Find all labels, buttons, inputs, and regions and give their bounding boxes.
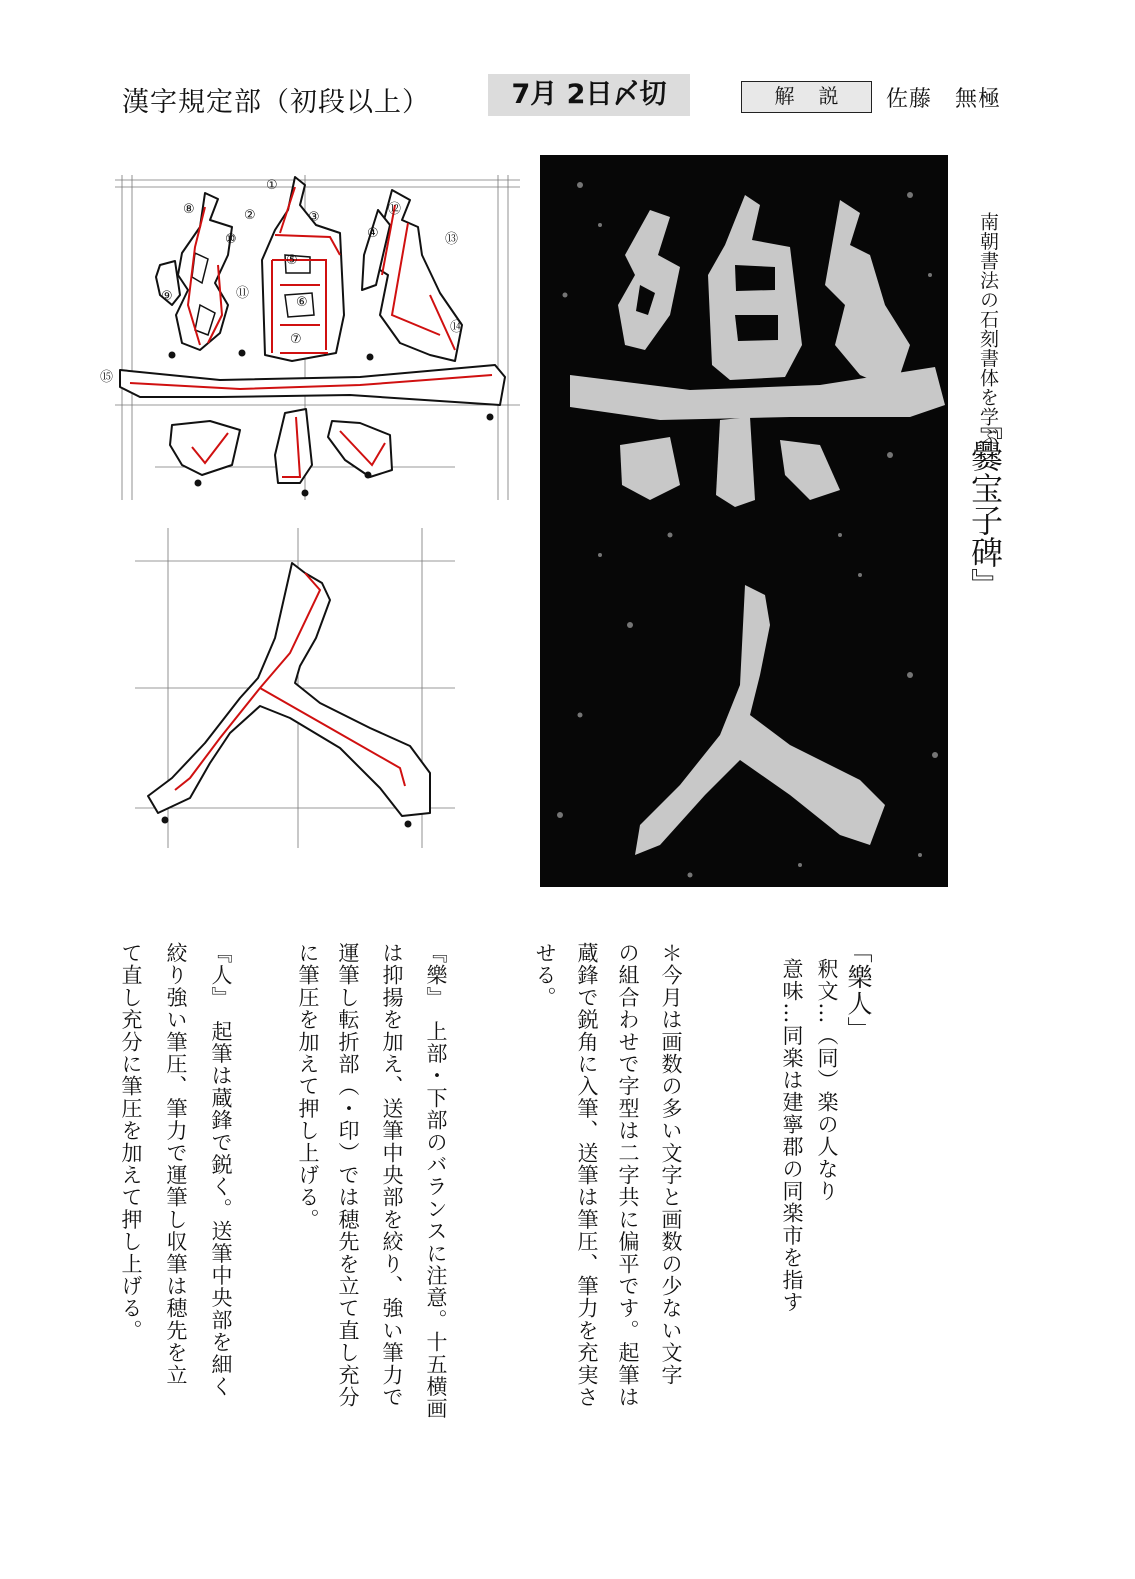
stroke-number: ⑬ (445, 232, 459, 247)
stroke-number: ⑫ (388, 202, 402, 217)
note-line: の組合わせで字型は二字共に偏平です。起筆は (616, 942, 640, 1409)
meaning: 意味…同楽は建寧郡の同楽市を指す (780, 958, 804, 1314)
commentary-label: 解説 (741, 81, 872, 113)
stroke-number: ⑭ (450, 320, 464, 335)
gaku-commentary-line: 『樂』 上部・下部のバランスに注意。十五横画 (424, 942, 448, 1420)
stroke-number: ⑦ (290, 332, 302, 347)
deadline-badge: 7月 2日〆切 (488, 74, 690, 116)
rubbing-image (540, 155, 948, 887)
rubbing-characters (540, 155, 948, 887)
jin-commentary-line: 絞り強い筆圧、筆力で運筆し収筆は穂先を立 (164, 942, 188, 1386)
shakubun: 釈文…（同）楽の人なり (815, 958, 839, 1203)
gaku-commentary-line: 運筆し転折部（・印）では穂先を立て直し充分 (336, 942, 360, 1409)
stroke-number: ⑮ (100, 370, 114, 385)
stroke-number: ⑧ (183, 202, 195, 217)
note-line: 蔵鋒で鋭角に入筆、送筆は筆圧、筆力を充実さ (575, 942, 599, 1409)
note-line: せる。 (533, 942, 557, 1009)
section-title: 漢字規定部（初段以上） (122, 87, 430, 118)
stroke-number: ⑤ (286, 253, 298, 268)
stroke-number: ① (266, 178, 278, 193)
jin-commentary-line: て直し充分に筆圧を加えて押し上げる。 (119, 942, 143, 1342)
stroke-number: ⑪ (236, 286, 250, 301)
jin-commentary-line: 『人』 起筆は蔵鋒で鋭く。送筆中央部を細く (209, 942, 233, 1398)
series-label: 南朝書法の石刻書体を学ぶ (977, 212, 999, 446)
gaku-commentary-line: は抑揚を加え、送筆中央部を絞り、強い筆力で (380, 942, 404, 1409)
author-name: 佐藤 無極 (886, 87, 1002, 112)
stroke-number: ④ (367, 226, 379, 241)
stroke-number: ⑨ (161, 289, 173, 304)
series-work-title: 『爨宝子碑』 (966, 408, 1004, 600)
gaku-commentary-line: に筆圧を加えて押し上げる。 (296, 942, 320, 1231)
stroke-number: ⑥ (296, 295, 308, 310)
stroke-diagram-jin (130, 528, 460, 853)
stroke-number: ② (244, 208, 256, 223)
stroke-number: ③ (308, 210, 320, 225)
heading-gakujin: 「樂人」 (844, 938, 873, 1043)
stroke-number: ⑩ (225, 232, 237, 247)
stroke-diagram-gaku (100, 165, 530, 515)
note-line: ＊今月は画数の多い文字と画数の少ない文字 (659, 942, 683, 1386)
